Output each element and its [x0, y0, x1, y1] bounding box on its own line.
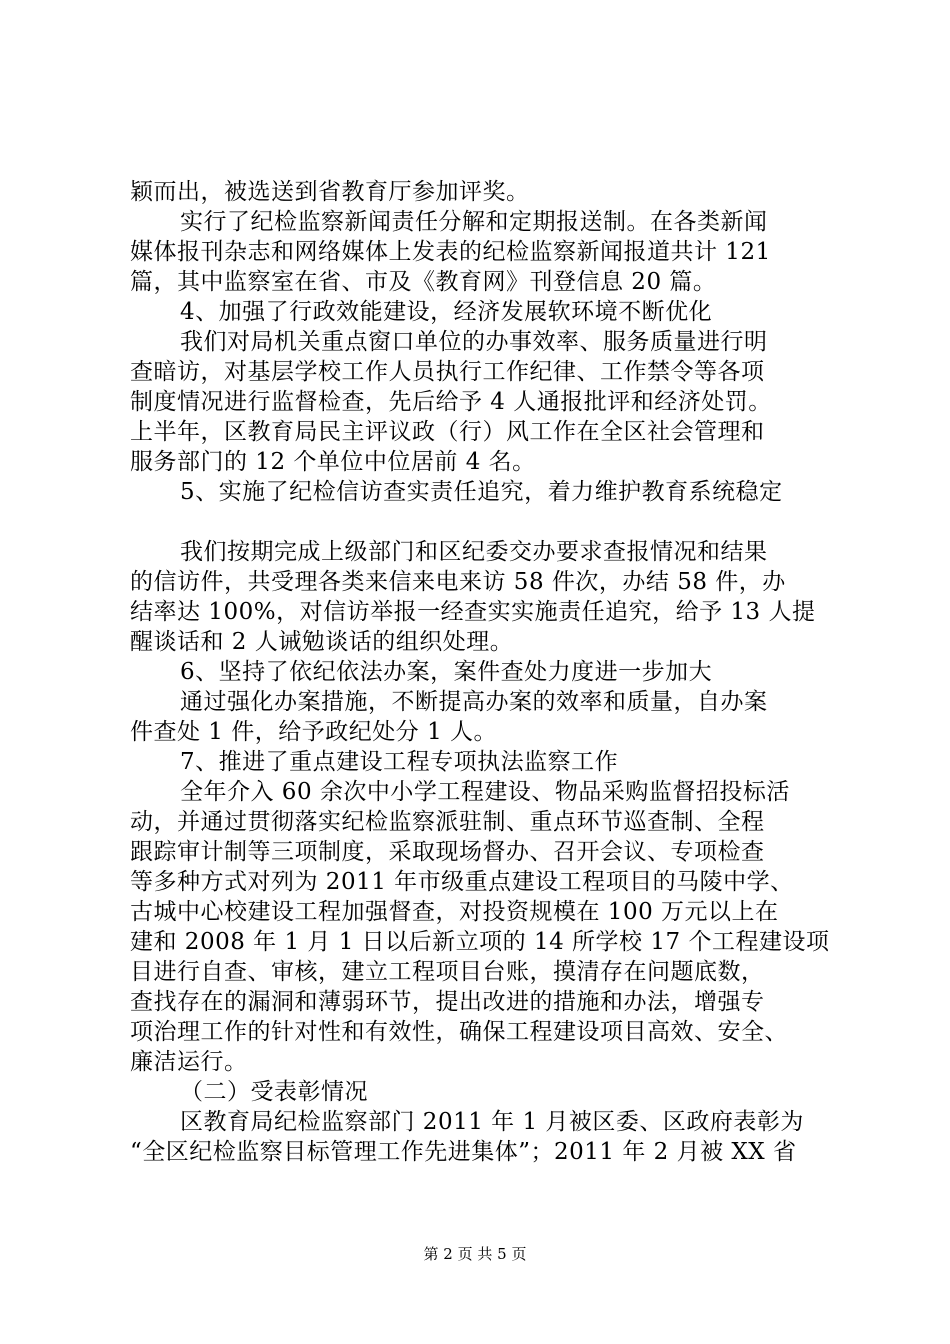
text-line: 项治理工作的针对性和有效性，确保工程建设项目高效、安全、 — [130, 1019, 788, 1045]
text-line: “全区纪检监察目标管理工作先进集体”；2011 年 2 月被 XX 省 — [130, 1139, 797, 1165]
text-line: 查暗访，对基层学校工作人员执行工作纪律、工作禁令等各项 — [130, 359, 765, 385]
text-line: 结率达 100%，对信访举报一经查实实施责任追究，给予 13 人提 — [130, 599, 816, 625]
text-line: 目进行自查、审核，建立工程项目台账，摸清存在问题底数， — [130, 959, 765, 985]
paragraph-start: 我们对局机关重点窗口单位的办事效率、服务质量进行明 — [180, 329, 768, 355]
section-heading-awards: （二）受表彰情况 — [180, 1079, 368, 1105]
paragraph-start: 我们按期完成上级部门和区纪委交办要求查报情况和结果 — [180, 539, 768, 565]
paragraph-start: 通过强化办案措施，不断提高办案的效率和质量，自办案 — [180, 689, 768, 715]
text-line: 等多种方式对列为 2011 年市级重点建设工程项目的马陵中学、 — [130, 869, 794, 895]
text-line: 动，并通过贯彻落实纪检监察派驻制、重点环节巡查制、全程 — [130, 809, 765, 835]
text-line: 的信访件，共受理各类来信来电来访 58 件次，办结 58 件，办 — [130, 569, 786, 595]
text-line: 件查处 1 件，给予政纪处分 1 人。 — [130, 719, 498, 745]
page-footer: 第 2 页 共 5 页 — [423, 1245, 527, 1263]
text-line: 上半年，区教育局民主评议政（行）风工作在全区社会管理和 — [130, 419, 765, 445]
text-line: 查找存在的漏洞和薄弱环节，提出改进的措施和办法，增强专 — [130, 989, 765, 1015]
section-heading-5: 5、实施了纪检信访查实责任追究，着力维护教育系统稳定 — [180, 479, 783, 505]
text-line: 廉洁运行。 — [130, 1049, 248, 1075]
section-heading-7: 7、推进了重点建设工程专项执法监察工作 — [180, 749, 619, 775]
paragraph-start: 实行了纪检监察新闻责任分解和定期报送制。在各类新闻 — [180, 209, 768, 235]
section-heading-6: 6、坚持了依纪依法办案，案件查处力度进一步加大 — [180, 659, 713, 685]
text-line: 古城中心校建设工程加强督查，对投资规模在 100 万元以上在 — [130, 899, 779, 925]
text-line: 制度情况进行监督检查，先后给予 4 人通报批评和经济处罚。 — [130, 389, 772, 415]
text-line: 醒谈话和 2 人诫勉谈话的组织处理。 — [130, 629, 514, 655]
text-line: 篇，其中监察室在省、市及《教育网》刊登信息 20 篇。 — [130, 269, 717, 295]
text-line: 颖而出，被选送到省教育厅参加评奖。 — [130, 179, 530, 205]
text-line: 建和 2008 年 1 月 1 日以后新立项的 14 所学校 17 个工程建设项 — [130, 929, 830, 955]
section-heading-4: 4、加强了行政效能建设，经济发展软环境不断优化 — [180, 299, 713, 325]
paragraph-start: 区教育局纪检监察部门 2011 年 1 月被区委、区政府表彰为 — [180, 1109, 804, 1135]
text-line: 服务部门的 12 个单位中位居前 4 名。 — [130, 449, 536, 475]
paragraph-start: 全年介入 60 余次中小学工程建设、物品采购监督招投标活 — [180, 779, 790, 805]
text-line: 媒体报刊杂志和网络媒体上发表的纪检监察新闻报道共计 121 — [130, 239, 771, 265]
text-line: 跟踪审计制等三项制度，采取现场督办、召开会议、专项检查 — [130, 839, 765, 865]
